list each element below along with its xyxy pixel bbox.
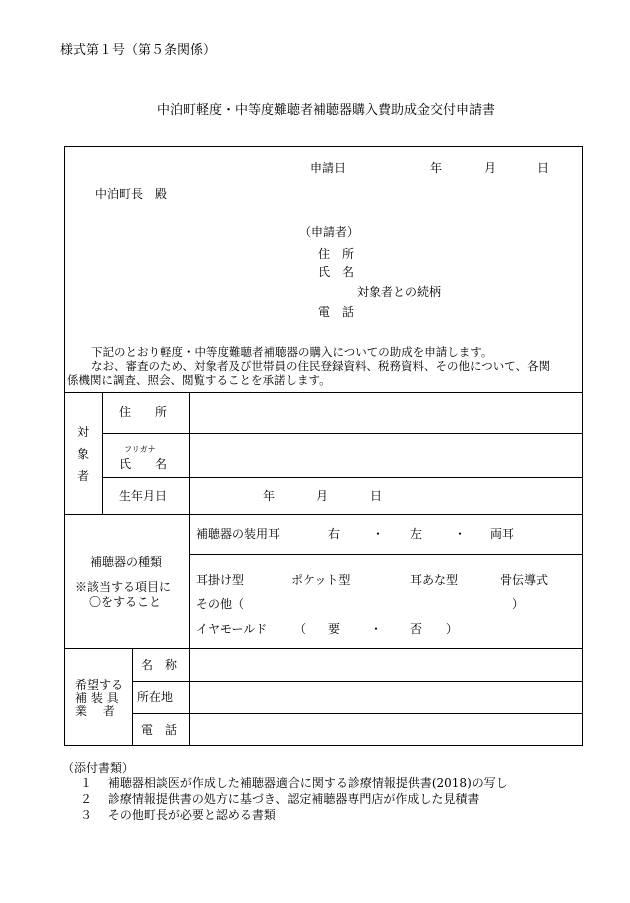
form-number: 様式第１号（第５条関係） (60, 43, 217, 58)
divider-subject-address (102, 433, 583, 434)
hearing-aid-note-2: 〇をすること (89, 595, 162, 609)
divider-hearing-top (64, 514, 583, 515)
type-option-behind-ear[interactable]: 耳掛け型 (196, 573, 245, 587)
hearing-aid-note-1: ※該当する項目に (75, 580, 172, 594)
applicant-heading: （申請者） (299, 225, 360, 239)
divider-vendor-label-col (132, 648, 133, 746)
earmold-close: ） (446, 622, 459, 636)
vendor-section-label: 希望する 補 装 具 業 者 (75, 678, 124, 718)
ear-option-right[interactable]: 右 (328, 527, 341, 541)
declaration-line-3: 係機関に調査、照会、閲覧することを承諾します。 (67, 373, 331, 387)
divider-vendor-top (64, 648, 583, 649)
earmold-label: イヤモールド (196, 622, 268, 636)
ear-label: 補聴器の装用耳 (196, 527, 281, 541)
vendor-name-label: 名 称 (141, 658, 178, 672)
divider-subject-value-col (189, 392, 190, 514)
divider-vendor-location (132, 713, 583, 714)
declaration-line-1: 下記のとおり軽度・中等度難聴者補聴器の購入についての助成を申請します。 (91, 345, 493, 359)
hearing-aid-type-label: 補聴器の種類 (90, 555, 163, 569)
subject-name-label: 氏 名 (119, 457, 168, 471)
declaration-line-2: なお、審査のため、対象者及び世帯員の住民登録資料、税務資料、その他について、各関 (91, 359, 551, 373)
addressee: 中泊町長 殿 (95, 187, 168, 201)
type-option-pocket[interactable]: ポケット型 (291, 573, 351, 587)
applicant-phone-label: 電 話 (318, 305, 355, 319)
ear-option-both[interactable]: 両耳 (490, 527, 515, 541)
applicant-name-label: 氏 名 (318, 265, 355, 279)
subject-address-label: 住 所 (119, 405, 168, 419)
applicant-address-label: 住 所 (318, 247, 355, 261)
birthdate-year: 年 (263, 489, 276, 503)
attachment-item: ２ 診療情報提供書の処方に基づき、認定補聴器専門店が作成した見積書 (80, 792, 480, 806)
application-date-month: 月 (484, 161, 497, 175)
earmold-option-not-required[interactable]: 否 (410, 622, 423, 636)
earmold-separator: ・ (370, 622, 383, 636)
birthdate-month: 月 (316, 489, 329, 503)
type-option-other[interactable]: その他（ (196, 597, 245, 611)
type-other-close: ） (512, 597, 525, 611)
earmold-open: （ (294, 622, 307, 636)
attachments-heading: （添付書類） (62, 761, 135, 775)
page-title: 中泊町軽度・中等度難聴者補聴器購入費助成金交付申請書 (157, 103, 496, 118)
subject-section-label: 対 象 者 (76, 425, 89, 483)
divider-vendor-name (132, 681, 583, 682)
ear-separator: ・ (454, 527, 467, 541)
divider-subject-top (64, 392, 583, 393)
applicant-relationship-label: 対象者との続柄 (357, 285, 442, 299)
application-date-day: 日 (537, 161, 550, 175)
divider-subject-name (102, 477, 583, 478)
earmold-option-required[interactable]: 要 (328, 622, 341, 636)
vendor-phone-label: 電 話 (141, 723, 178, 737)
application-date-year: 年 (430, 161, 443, 175)
divider-vendor-value-col (189, 648, 190, 746)
ear-option-left[interactable]: 左 (410, 527, 423, 541)
subject-birthdate-label: 生年月日 (119, 489, 168, 503)
birthdate-day: 日 (370, 489, 383, 503)
divider-hearing-col (189, 514, 190, 648)
divider-subject-label-col (102, 392, 103, 514)
vendor-location-label: 所在地 (137, 690, 174, 704)
divider-ear-row (189, 554, 583, 555)
type-option-bone-conduction[interactable]: 骨伝導式 (500, 573, 549, 587)
subject-furigana-label: フリガナ (124, 445, 156, 454)
ear-separator: ・ (372, 527, 385, 541)
attachment-item: １ 補聴器相談医が作成した補聴器適合に関する診療情報提供書(2018)の写し (80, 776, 508, 790)
application-date-label: 申請日 (310, 161, 347, 175)
type-option-in-ear[interactable]: 耳あな型 (410, 573, 459, 587)
attachment-item: ３ その他町長が必要と認める書類 (80, 808, 276, 822)
